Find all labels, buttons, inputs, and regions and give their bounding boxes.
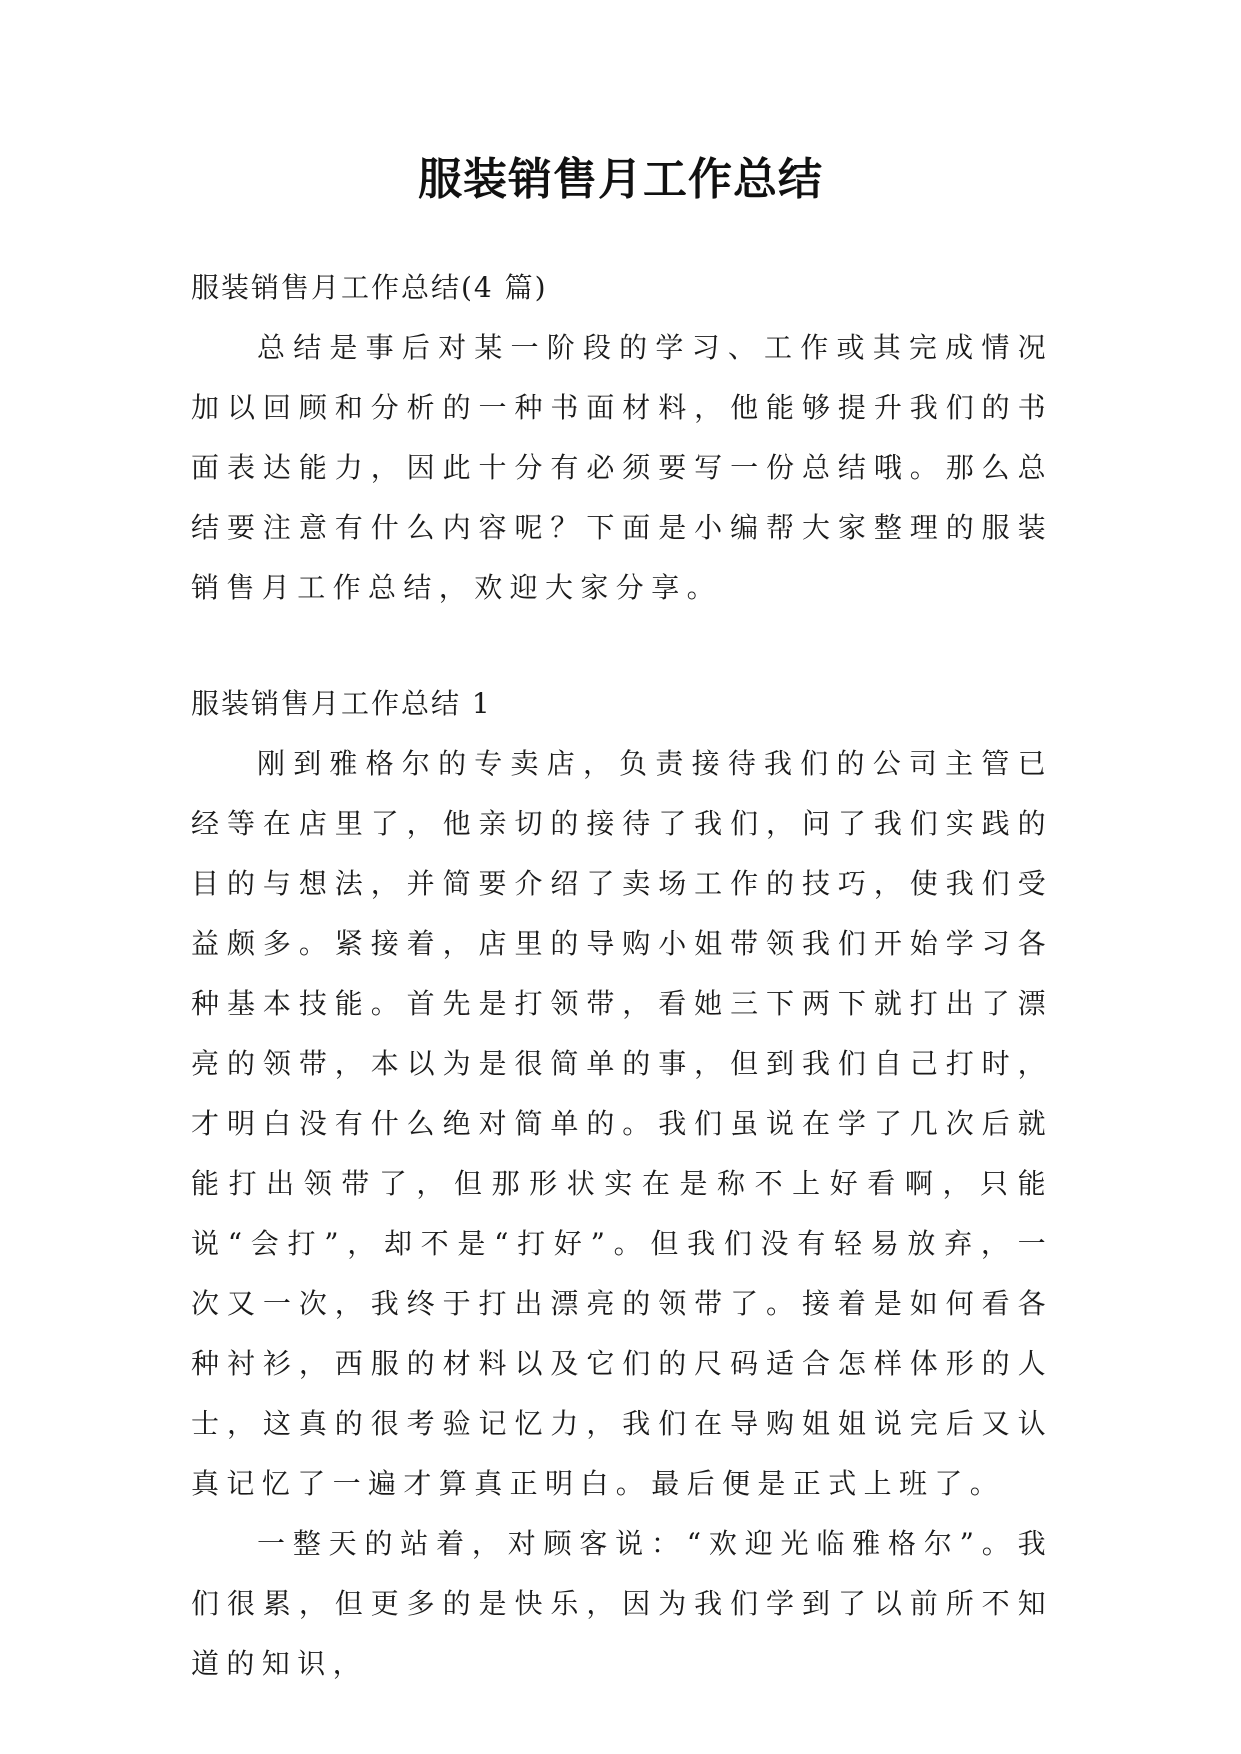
document-body (191, 258, 1053, 1694)
section-heading-1: 服装销售月工作总结 1 (191, 687, 492, 720)
section-1-paragraph-2: 一整天的站着，对顾客说：“欢迎光临雅格尔”。我们很累，但更多的是快乐，因为我们学到了以前所不知道的知识， (191, 1527, 1053, 1680)
document-title: 服装销售月工作总结 (418, 154, 823, 205)
section-1-paragraph-1: 刚到雅格尔的专卖店，负责接待我们的公司主管已经等在店里了，他亲切的接待了我们，问了我们实践的目的与想法，并简要介绍了卖场工作的技巧，使我们受益颇多。紧接着，店里的导购小姐带领我们开始学习各种基本技能。首先是打领带，看她三下两下就打出了漂亮的领带，本以为是很简单的事，但到我们自己打时，才明白没有什么绝对简单的。我们虽说在学了几次后就能打出领带了，但那形状实在是称不上好看啊，只能说“会打”，却不是“打好”。但我们没有轻易放弃，一次又一次，我终于打出漂亮的领带了。接着是如何看各种衬衫，西服的材料以及它们的尺码适合怎样体形的人士，这真的很考验记忆力，我们在导购姐姐说完后又认真记忆了一遍才算真正明白。最后便是正式上班了。 (191, 747, 1053, 1500)
intro-paragraph: 总结是事后对某一阶段的学习、工作或其完成情况加以回顾和分析的一种书面材料，他能够提升我们的书面表达能力，因此十分有必须要写一份总结哦。那么总结要注意有什么内容呢？下面是小编帮大家整理的服装销售月工作总结，欢迎大家分享。 (191, 331, 1053, 604)
section-spacer (191, 618, 1053, 674)
document-subtitle: 服装销售月工作总结(4 篇) (191, 271, 548, 304)
